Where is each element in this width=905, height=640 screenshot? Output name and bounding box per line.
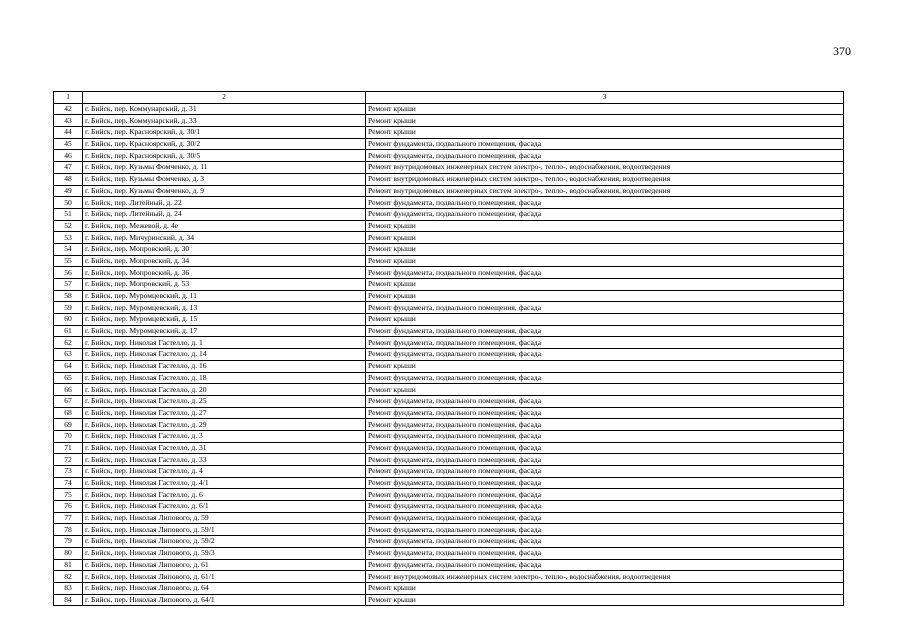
table-row (54, 302, 844, 314)
address-cell: г. Бийск, пер. Николая Гастелло, д. 4/1 (83, 477, 366, 489)
row-number-cell: 79 (54, 536, 83, 548)
table-row (54, 127, 844, 139)
row-number-cell: 60 (54, 314, 83, 326)
address-cell: г. Бийск, пер. Николая Гастелло, д. 16 (83, 360, 366, 372)
row-number-cell: 83 (54, 582, 83, 594)
row-number-cell: 69 (54, 419, 83, 431)
table-row (54, 571, 844, 583)
table-row (54, 197, 844, 209)
address-cell: г. Бийск, пер. Межевой, д. 4е (83, 220, 366, 232)
work-type-cell: Ремонт фундамента, подвального помещения, фасада (366, 547, 844, 559)
row-number-cell: 80 (54, 547, 83, 559)
table-row (54, 243, 844, 255)
work-type-cell: Ремонт крыши (366, 255, 844, 267)
table-row (54, 547, 844, 559)
table-row (54, 477, 844, 489)
address-cell: г. Бийск, пер. Николая Гастелло, д. 3 (83, 430, 366, 442)
work-type-cell: Ремонт фундамента, подвального помещения, фасада (366, 349, 844, 361)
table-row (54, 220, 844, 232)
address-cell: г. Бийск, пер. Мопровский, д. 36 (83, 267, 366, 279)
row-number-cell: 46 (54, 150, 83, 162)
work-type-cell: Ремонт фундамента, подвального помещения, фасада (366, 489, 844, 501)
work-type-cell: Ремонт фундамента, подвального помещения, фасада (366, 559, 844, 571)
work-type-cell: Ремонт фундамента, подвального помещения, фасада (366, 407, 844, 419)
address-cell: г. Бийск, пер. Николая Липового, д. 61/1 (83, 571, 366, 583)
table-row (54, 466, 844, 478)
column-header-number: 1 (54, 92, 83, 104)
address-cell: г. Бийск, пер. Николая Гастелло, д. 6/1 (83, 501, 366, 513)
row-number-cell: 84 (54, 594, 83, 606)
page-number: 370 (833, 44, 851, 58)
table-row (54, 442, 844, 454)
work-type-cell: Ремонт крыши (366, 314, 844, 326)
work-type-cell: Ремонт крыши (366, 220, 844, 232)
row-number-cell: 59 (54, 302, 83, 314)
table-row (54, 349, 844, 361)
table-row (54, 255, 844, 267)
table-row (54, 454, 844, 466)
row-number-cell: 56 (54, 267, 83, 279)
address-cell: г. Бийск, пер. Николая Гастелло, д. 6 (83, 489, 366, 501)
row-number-cell: 49 (54, 185, 83, 197)
table-row (54, 536, 844, 548)
work-type-cell: Ремонт крыши (366, 360, 844, 372)
address-cell: г. Бийск, пер. Кузьмы Фомченко, д. 3 (83, 173, 366, 185)
address-cell: г. Бийск, пер. Николая Липового, д. 59/2 (83, 536, 366, 548)
row-number-cell: 76 (54, 501, 83, 513)
work-type-cell: Ремонт фундамента, подвального помещения, фасада (366, 138, 844, 150)
row-number-cell: 81 (54, 559, 83, 571)
address-cell: г. Бийск, пер. Литейный, д. 22 (83, 197, 366, 209)
work-type-cell: Ремонт крыши (366, 279, 844, 291)
work-type-cell: Ремонт фундамента, подвального помещения, фасада (366, 501, 844, 513)
work-type-cell: Ремонт фундамента, подвального помещения, фасада (366, 430, 844, 442)
row-number-cell: 61 (54, 325, 83, 337)
table-row (54, 372, 844, 384)
table-row (54, 582, 844, 594)
work-type-cell: Ремонт фундамента, подвального помещения, фасада (366, 325, 844, 337)
row-number-cell: 66 (54, 384, 83, 396)
table-row (54, 559, 844, 571)
row-number-cell: 77 (54, 512, 83, 524)
address-cell: г. Бийск, пер. Мопровский, д. 30 (83, 243, 366, 255)
row-number-cell: 74 (54, 477, 83, 489)
work-type-cell: Ремонт фундамента, подвального помещения, фасада (366, 524, 844, 536)
table-row (54, 524, 844, 536)
work-type-cell: Ремонт внутридомовых инженерных систем электро-, тепло-, водоснабжения, водоотведения (366, 185, 844, 197)
address-cell: г. Бийск, пер. Николая Гастелло, д. 4 (83, 466, 366, 478)
table-row (54, 279, 844, 291)
table-header-row (54, 92, 844, 104)
row-number-cell: 75 (54, 489, 83, 501)
work-type-cell: Ремонт фундамента, подвального помещения, фасада (366, 454, 844, 466)
work-type-cell: Ремонт фундамента, подвального помещения, фасада (366, 197, 844, 209)
work-type-cell: Ремонт фундамента, подвального помещения, фасада (366, 419, 844, 431)
work-type-cell: Ремонт крыши (366, 594, 844, 606)
row-number-cell: 48 (54, 173, 83, 185)
row-number-cell: 43 (54, 115, 83, 127)
address-cell: г. Бийск, пер. Николая Гастелло, д. 31 (83, 442, 366, 454)
table-row (54, 173, 844, 185)
address-cell: г. Бийск, пер. Красноярский, д. 30/2 (83, 138, 366, 150)
address-cell: г. Бийск, пер. Кузьмы Фомченко, д. 9 (83, 185, 366, 197)
row-number-cell: 52 (54, 220, 83, 232)
row-number-cell: 63 (54, 349, 83, 361)
address-cell: г. Бийск, пер. Муромцевский, д. 11 (83, 290, 366, 302)
address-cell: г. Бийск, пер. Николая Липового, д. 64 (83, 582, 366, 594)
work-type-cell: Ремонт фундамента, подвального помещения, фасада (366, 512, 844, 524)
work-type-cell: Ремонт крыши (366, 103, 844, 115)
work-type-cell: Ремонт крыши (366, 384, 844, 396)
table-row (54, 162, 844, 174)
row-number-cell: 44 (54, 127, 83, 139)
row-number-cell: 53 (54, 232, 83, 244)
table-row (54, 325, 844, 337)
address-cell: г. Бийск, пер. Николая Гастелло, д. 33 (83, 454, 366, 466)
address-cell: г. Бийск, пер. Николая Липового, д. 59/3 (83, 547, 366, 559)
address-cell: г. Бийск, пер. Николая Гастелло, д. 1 (83, 337, 366, 349)
row-number-cell: 45 (54, 138, 83, 150)
work-type-cell: Ремонт крыши (366, 232, 844, 244)
address-cell: г. Бийск, пер. Коммунарский, д. 33 (83, 115, 366, 127)
work-type-cell: Ремонт фундамента, подвального помещения, фасада (366, 372, 844, 384)
address-cell: г. Бийск, пер. Николая Гастелло, д. 14 (83, 349, 366, 361)
address-cell: г. Бийск, пер. Николая Липового, д. 61 (83, 559, 366, 571)
row-number-cell: 58 (54, 290, 83, 302)
repair-registry-table (53, 91, 844, 606)
row-number-cell: 47 (54, 162, 83, 174)
work-type-cell: Ремонт крыши (366, 243, 844, 255)
address-cell: г. Бийск, пер. Николая Гастелло, д. 29 (83, 419, 366, 431)
work-type-cell: Ремонт крыши (366, 290, 844, 302)
work-type-cell: Ремонт фундамента, подвального помещения, фасада (366, 208, 844, 220)
table-row (54, 395, 844, 407)
row-number-cell: 42 (54, 103, 83, 115)
table-row (54, 489, 844, 501)
table-row (54, 501, 844, 513)
row-number-cell: 55 (54, 255, 83, 267)
table-row (54, 314, 844, 326)
table-row (54, 360, 844, 372)
row-number-cell: 67 (54, 395, 83, 407)
address-cell: г. Бийск, пер. Николая Гастелло, д. 27 (83, 407, 366, 419)
table-row (54, 267, 844, 279)
address-cell: г. Бийск, пер. Муромцевский, д. 15 (83, 314, 366, 326)
work-type-cell: Ремонт фундамента, подвального помещения, фасада (366, 302, 844, 314)
address-cell: г. Бийск, пер. Красноярский, д. 30/1 (83, 127, 366, 139)
work-type-cell: Ремонт фундамента, подвального помещения, фасада (366, 267, 844, 279)
address-cell: г. Бийск, пер. Николая Гастелло, д. 25 (83, 395, 366, 407)
work-type-cell: Ремонт фундамента, подвального помещения, фасада (366, 536, 844, 548)
row-number-cell: 72 (54, 454, 83, 466)
row-number-cell: 78 (54, 524, 83, 536)
work-type-cell: Ремонт фундамента, подвального помещения, фасада (366, 150, 844, 162)
table-row (54, 594, 844, 606)
row-number-cell: 70 (54, 430, 83, 442)
work-type-cell: Ремонт внутридомовых инженерных систем электро-, тепло-, водоснабжения, водоотведения (366, 173, 844, 185)
address-cell: г. Бийск, пер. Мопровский, д. 34 (83, 255, 366, 267)
row-number-cell: 62 (54, 337, 83, 349)
table-row (54, 115, 844, 127)
address-cell: г. Бийск, пер. Кузьмы Фомченко, д. 11 (83, 162, 366, 174)
table-row (54, 103, 844, 115)
row-number-cell: 71 (54, 442, 83, 454)
work-type-cell: Ремонт фундамента, подвального помещения, фасада (366, 337, 844, 349)
address-cell: г. Бийск, пер. Николая Гастелло, д. 18 (83, 372, 366, 384)
row-number-cell: 68 (54, 407, 83, 419)
row-number-cell: 54 (54, 243, 83, 255)
address-cell: г. Бийск, пер. Николая Липового, д. 59 (83, 512, 366, 524)
address-cell: г. Бийск, пер. Мопровский, д. 53 (83, 279, 366, 291)
address-cell: г. Бийск, пер. Муромцевский, д. 17 (83, 325, 366, 337)
row-number-cell: 82 (54, 571, 83, 583)
table-row (54, 430, 844, 442)
table-row (54, 232, 844, 244)
column-header-address: 2 (83, 92, 366, 104)
address-cell: г. Бийск, пер. Литейный, д. 24 (83, 208, 366, 220)
work-type-cell: Ремонт фундамента, подвального помещения, фасада (366, 477, 844, 489)
table-row (54, 208, 844, 220)
table-row (54, 185, 844, 197)
address-cell: г. Бийск, пер. Николая Липового, д. 59/1 (83, 524, 366, 536)
column-header-work-type: 3 (366, 92, 844, 104)
row-number-cell: 57 (54, 279, 83, 291)
work-type-cell: Ремонт внутридомовых инженерных систем электро-, тепло-, водоснабжения, водоотведения (366, 571, 844, 583)
table-row (54, 150, 844, 162)
table-row (54, 512, 844, 524)
row-number-cell: 73 (54, 466, 83, 478)
address-cell: г. Бийск, пер. Коммунарский, д. 31 (83, 103, 366, 115)
work-type-cell: Ремонт крыши (366, 127, 844, 139)
address-cell: г. Бийск, пер. Мичуринский, д. 34 (83, 232, 366, 244)
table-row (54, 290, 844, 302)
work-type-cell: Ремонт фундамента, подвального помещения, фасада (366, 395, 844, 407)
work-type-cell: Ремонт крыши (366, 582, 844, 594)
table-row (54, 384, 844, 396)
row-number-cell: 64 (54, 360, 83, 372)
work-type-cell: Ремонт фундамента, подвального помещения, фасада (366, 442, 844, 454)
row-number-cell: 65 (54, 372, 83, 384)
address-cell: г. Бийск, пер. Николая Липового, д. 64/1 (83, 594, 366, 606)
table-row (54, 337, 844, 349)
address-cell: г. Бийск, пер. Муромцевский, д. 13 (83, 302, 366, 314)
row-number-cell: 51 (54, 208, 83, 220)
address-cell: г. Бийск, пер. Красноярский, д. 30/5 (83, 150, 366, 162)
table-row (54, 407, 844, 419)
work-type-cell: Ремонт фундамента, подвального помещения, фасада (366, 466, 844, 478)
row-number-cell: 50 (54, 197, 83, 209)
table-row (54, 419, 844, 431)
address-cell: г. Бийск, пер. Николая Гастелло, д. 20 (83, 384, 366, 396)
table-row (54, 138, 844, 150)
work-type-cell: Ремонт крыши (366, 115, 844, 127)
work-type-cell: Ремонт внутридомовых инженерных систем электро-, тепло-, водоснабжения, водоотведения (366, 162, 844, 174)
